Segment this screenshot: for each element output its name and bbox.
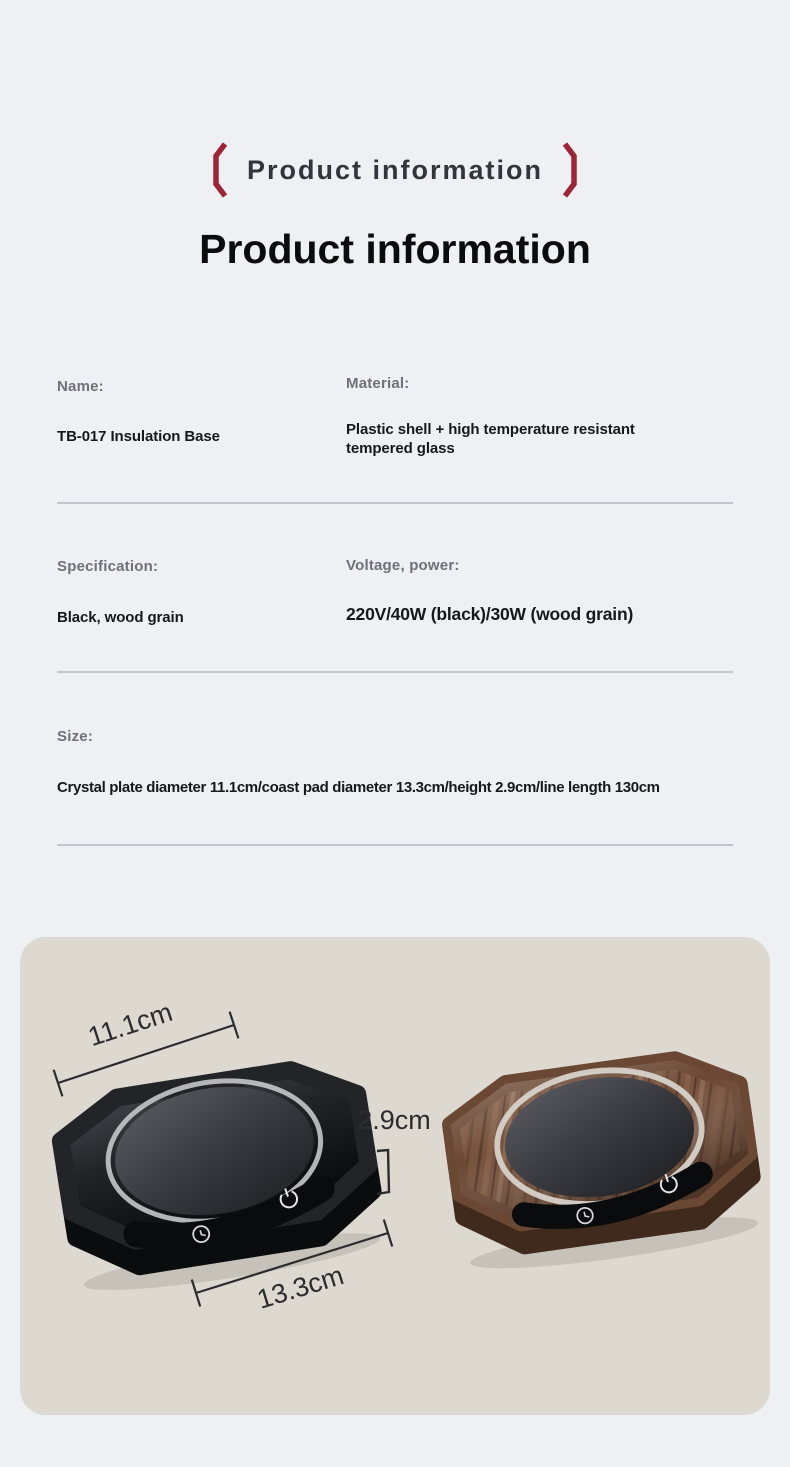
spec-specification-label: Specification: — [57, 558, 159, 575]
right-bracket-icon — [561, 141, 581, 199]
spec-name-label: Name: — [57, 378, 104, 395]
dimension-label-plate-diameter: 11.1cm — [84, 996, 177, 1053]
dimension-label-pad-diameter: 13.3cm — [253, 1260, 348, 1315]
spec-name — [57, 378, 220, 446]
spec-name-value: TB-017 Insulation Base — [57, 428, 220, 445]
spec-voltage-label: Voltage, power: — [346, 557, 460, 574]
spec-material-value: Plastic shell + high temperature resistant tempered glass — [346, 421, 635, 458]
wood-warmer-illustration — [446, 1052, 760, 1279]
divider — [57, 844, 733, 846]
product-illustration — [20, 937, 770, 1415]
spec-size-value: Crystal plate diameter 11.1cm/coast pad diameter 13.3cm/height 2.9cm/line length 130cm — [57, 779, 660, 796]
spec-material — [346, 375, 686, 458]
spec-voltage-value: 220V/40W (black)/30W (wood grain) — [346, 604, 634, 624]
page-title: Product information — [199, 226, 591, 272]
spec-voltage — [346, 557, 633, 625]
divider — [57, 502, 733, 504]
spec-size — [57, 728, 757, 797]
divider — [57, 671, 733, 673]
spec-specification-value: Black, wood grain — [57, 609, 184, 626]
dimension-label-height: 2.9cm — [357, 1105, 431, 1135]
eyebrow-title: Product information — [247, 154, 543, 185]
left-bracket-icon — [209, 141, 229, 199]
spec-material-label: Material: — [346, 375, 410, 392]
eyebrow-heading — [0, 140, 790, 200]
spec-size-label: Size: — [57, 728, 94, 745]
product-image-card — [20, 937, 770, 1415]
spec-specification — [57, 558, 184, 627]
